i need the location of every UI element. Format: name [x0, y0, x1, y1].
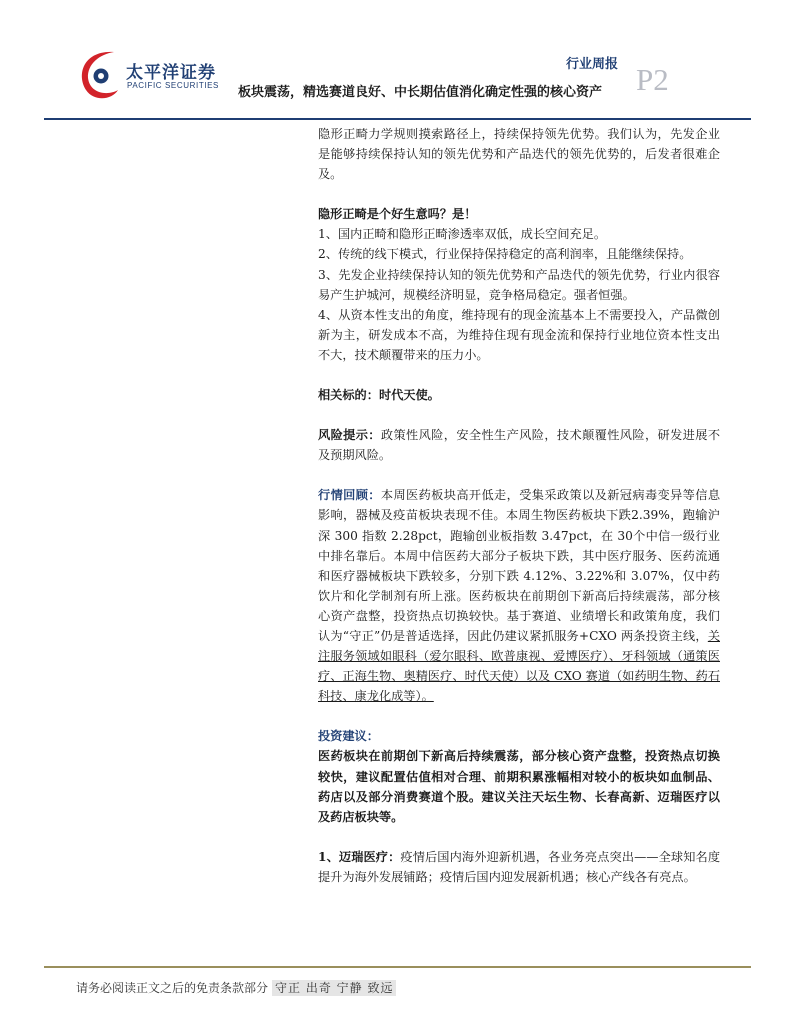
intro-paragraph: 隐形正畸力学规则摸索路径上，持续保持领先优势。我们认为，先发企业是能够持续保持认知的领先优势和产品迭代的领先优势的，后发者很难企及。	[318, 127, 720, 182]
risk-label: 风险提示：	[318, 428, 381, 443]
company-label: 1、迈瑞医疗：	[318, 849, 401, 864]
header-divider	[44, 118, 751, 120]
point-2: 2、传统的线下模式，行业保持保持稳定的高利润率，且能继续保持。	[318, 247, 692, 262]
market-review-label: 行情回顾：	[318, 488, 381, 503]
point-3: 3、先发企业持续保持认知的领先优势和产品迭代的领先优势，行业内很容易产生护城河，规模经济明显，竞争格局稳定。强者恒强。	[318, 267, 720, 302]
logo-english-name: PACIFIC SECURITIES	[127, 81, 219, 90]
related-stocks	[318, 385, 720, 405]
market-review-focus: 关注服务领域如眼科（爱尔眼科、欧普康视、爱博医疗）、牙科领域（通策医疗、正海生物、奥精医疗、时代天使）以及 CXO 赛道（如药明生物、药石科技、康龙化成等）。	[318, 628, 720, 704]
logo-chinese-name: 太平洋证券	[126, 63, 216, 83]
risk-text: 政策性风险，安全性生产风险，技术颠覆性风险，研发进展不及预期风险。	[318, 428, 721, 463]
page-number: P2	[636, 62, 669, 97]
risk-paragraph	[318, 425, 720, 465]
footer-disclaimer: 请务必阅读正文之后的免责条款部分	[76, 981, 269, 995]
report-body	[318, 124, 720, 887]
pacific-logo-icon	[74, 44, 122, 104]
question-heading: 隐形正畸是个好生意吗？是！	[318, 207, 477, 222]
point-4: 4、从资本性支出的角度，维持现有的现金流基本上不需要投入，产品微创新为主，研发成本不高，为维持住现有现金流和保持行业地位资本性支出不大，技术颠覆带来的压力小。	[318, 307, 720, 362]
footer-divider	[44, 966, 751, 968]
related-label: 相关标的：	[318, 388, 379, 403]
report-title: 板块震荡，精选赛道良好、中长期估值消化确定性强的核心资产	[238, 85, 603, 100]
company-logo	[74, 44, 234, 104]
footer-motto: 守正 出奇 宁静 致远	[272, 980, 396, 996]
point-1: 1、国内正畸和隐形正畸渗透率双低，成长空间充足。	[318, 227, 607, 242]
market-review-paragraph	[318, 485, 720, 706]
market-review-text: 本周医药板块高开低走，受集采政策以及新冠病毒变异等信息影响，器械及疫苗板块表现不佳。本周生物医药板块下跌2.39%，跑输沪深 300 指数 2.28pct，跑输创业板指数 3.47pct，在 30个中信一级行业中排名靠后。本周中信医药大部分子板块下跌，其中医疗服务、医药流通和医疗器械板块下跌较多，分别下跌 4.12%、3.22%和 3.07%，仅中药饮片和化学制剂有所上涨。医药板块在前期创下新高后持续震荡，部分核心资产盘整，投资热点切换较快。基于赛道、业绩增长和政策角度，我们认为“守正”仍是普适选择，因此仍建议紧抓服务+CXO 两条投资主线，	[318, 488, 721, 643]
footer	[76, 979, 396, 996]
investment-advice: 医药板块在前期创下新高后持续震荡，部分核心资产盘整，投资热点切换较快，建议配置估值相对合理、前期积累涨幅相对较小的板块如血制品、药店以及部分消费赛道个股。建议关注天坛生物、长春高新、迈瑞医疗以及药店板块等。	[318, 749, 720, 824]
company-text: 疫情后国内海外迎新机遇，各业务亮点突出——全球知名度提升为海外发展铺路；疫情后国内迎发展新机遇；核心产线各有亮点。	[318, 849, 721, 884]
company-paragraph	[318, 847, 720, 887]
related-value: 时代天使。	[378, 388, 440, 403]
report-type-label: 行业周报	[566, 57, 619, 72]
investment-heading: 投资建议：	[318, 729, 379, 744]
